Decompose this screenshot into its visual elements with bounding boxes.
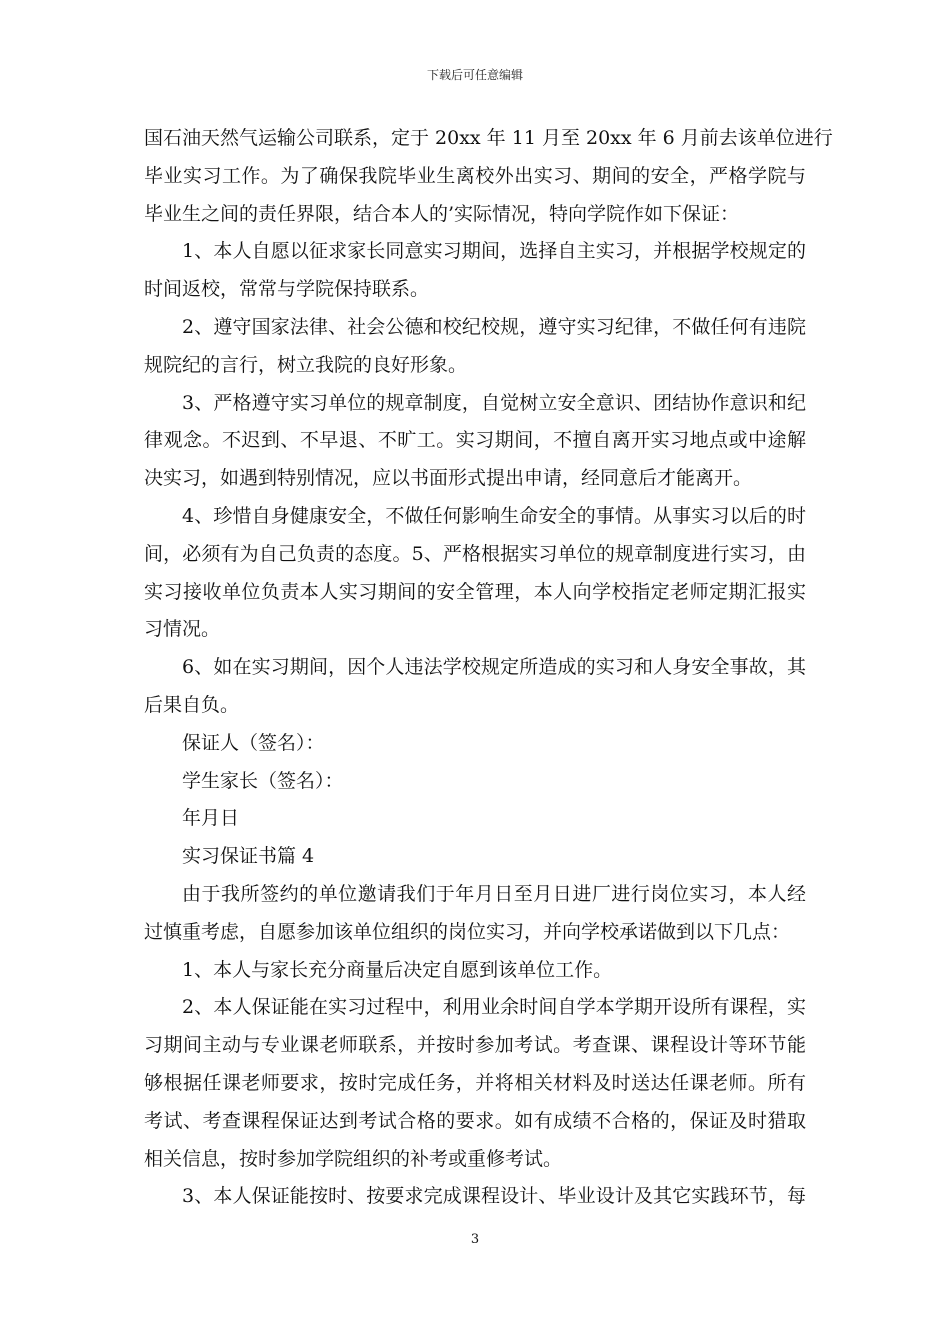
text-line: 间，必须有为自己负责的态度。5、严格根据实习单位的规章制度进行实习，由 [144, 542, 806, 565]
paragraph [144, 800, 806, 838]
paragraph [144, 233, 806, 309]
paragraph [144, 649, 806, 725]
text-line: 习期间主动与专业课老师联系，并按时参加考试。考查课、课程设计等环节能 [144, 1034, 806, 1057]
paragraph [144, 309, 806, 385]
text-line: 毕业生之间的责任界限，结合本人的’实际情况，特向学院作如下保证： [144, 202, 740, 225]
text-line: 实习接收单位负责本人实习期间的安全管理，本人向学校指定老师定期汇报实 [144, 580, 806, 603]
text-line: 年月日 [182, 807, 240, 830]
text-line: 2、遵守国家法律、社会公德和校纪校规，遵守实习纪律，不做任何有违院 [182, 315, 806, 338]
text-line: 3、本人保证能按时、按要求完成课程设计、毕业设计及其它实践环节，每 [182, 1185, 806, 1208]
paragraph [144, 876, 806, 952]
text-line: 后果自负。 [144, 693, 240, 716]
text-line: 2、本人保证能在实习过程中，利用业余时间自学本学期开设所有课程，实 [182, 996, 806, 1019]
text-line: 规院纪的言行，树立我院的良好形象。 [144, 353, 468, 376]
text-line: 毕业实习工作。为了确保我院毕业生离校外出实习、期间的安全，严格学院与 [144, 164, 806, 187]
text-line: 6、如在实习期间，因个人违法学校规定所造成的实习和人身安全事故，其 [182, 656, 806, 679]
document-body [144, 120, 833, 1216]
text-line: 由于我所签约的单位邀请我们于年月日至月日进厂进行岗位实习，本人经 [182, 882, 806, 905]
text-line: 3、严格遵守实习单位的规章制度，自觉树立安全意识、团结协作意识和纪 [182, 391, 806, 414]
text-line: 习情况。 [144, 618, 221, 641]
paragraph [144, 952, 806, 990]
page-number: 3 [470, 1232, 480, 1247]
text-line: 考试、考查课程保证达到考试合格的要求。如有成绩不合格的，保证及时猎取 [144, 1109, 806, 1132]
text-line: 国石油天然气运输公司联系，定于 20xx 年 11 月至 20xx 年 6 月前去该单位进行 [144, 127, 833, 149]
text-line: 1、本人自愿以征求家长同意实习期间，选择自主实习，并根据学校规定的 [182, 240, 806, 263]
paragraph [144, 725, 806, 763]
text-line: 相关信息，按时参加学院组织的补考或重修考试。 [144, 1147, 563, 1170]
paragraph [144, 385, 806, 498]
text-line: 决实习，如遇到特别情况，应以书面形式提出申请，经同意后才能离开。 [144, 467, 753, 490]
text-line: 保证人（签名）： [182, 731, 325, 754]
paragraph [144, 763, 806, 801]
text-line: 律观念。不迟到、不早退、不旷工。实习期间，不擅自离开实习地点或中途解 [144, 429, 806, 452]
paragraph [144, 120, 833, 233]
paragraph [144, 989, 806, 1178]
text-line: 够根据任课老师要求，按时完成任务，并将相关材料及时送达任课老师。所有 [144, 1071, 806, 1094]
text-line: 实习保证书篇 4 [182, 845, 315, 868]
text-line: 1、本人与家长充分商量后决定自愿到该单位工作。 [182, 958, 613, 981]
text-line: 过慎重考虑，自愿参加该单位组织的岗位实习，并向学校承诺做到以下几点： [144, 920, 791, 943]
text-line: 时间返校，常常与学院保持联系。 [144, 278, 430, 301]
page-header: 下载后可任意编辑 [426, 68, 523, 82]
paragraph [144, 498, 806, 649]
text-line: 4、珍惜自身健康安全，不做任何影响生命安全的事情。从事实习以后的时 [182, 504, 806, 527]
text-line: 学生家长（签名）： [182, 769, 344, 792]
paragraph [144, 1178, 806, 1216]
paragraph [144, 838, 806, 876]
